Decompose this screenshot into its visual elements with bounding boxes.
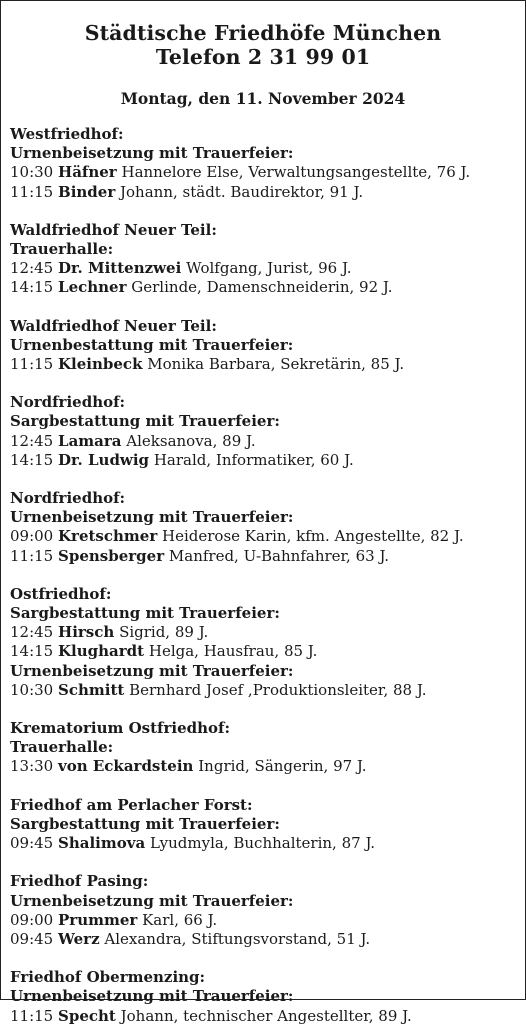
deceased-details: Karl, 66 J. [142,910,218,929]
entry-time: 11:15 [10,182,54,201]
deceased-details: Gerlinde, Damenschneiderin, 92 J. [131,278,393,297]
notice-phone: Telefon 2 31 99 01 [155,45,371,69]
cemetery-name: Friedhof am Perlacher Forst: [10,795,253,814]
funeral-entry [10,451,519,470]
cemetery-section [10,796,519,854]
entry-time: 14:15 [10,278,54,297]
funeral-schedule [1,125,525,1026]
funeral-entry [10,834,519,853]
funeral-entry [10,757,519,776]
cemetery-name: Ostfriedhof: [10,584,112,603]
notice-header [1,1,525,69]
deceased-details: Lyudmyla, Buchhalterin, 87 J. [149,834,376,853]
ceremony-type: Trauerhalle: [10,240,114,259]
cemetery-section [10,585,519,700]
deceased-details: Sigrid, 89 J. [119,623,209,642]
funeral-entry [10,547,519,566]
cemetery-section [10,968,519,1026]
entry-time: 12:45 [10,431,54,450]
deceased-details: Johann, städt. Baudirektor, 91 J. [120,182,364,201]
funeral-entry [10,681,519,700]
deceased-surname: Lechner [58,278,127,297]
ceremony-type: Trauerhalle: [10,738,114,757]
cemetery-section [10,489,519,566]
entry-time: 11:15 [10,355,54,374]
entry-time: 09:45 [10,929,54,948]
cemetery-section [10,125,519,202]
deceased-surname: Spensberger [58,546,165,565]
cemetery-section [10,221,519,298]
ceremony-type: Urnenbeisetzung mit Trauerfeier: [10,661,294,680]
deceased-details: Alexandra, Stiftungsvorstand, 51 J. [104,929,371,948]
entry-time: 10:30 [10,680,54,699]
deceased-details: Wolfgang, Jurist, 96 J. [186,259,352,278]
funeral-entry [10,930,519,949]
deceased-surname: Dr. Mittenzwei [58,259,182,278]
cemetery-name: Waldfriedhof Neuer Teil: [10,316,217,335]
funeral-entry [10,642,519,661]
deceased-surname: Prummer [58,910,138,929]
deceased-surname: Klughardt [58,642,145,661]
cemetery-name: Westfriedhof: [10,125,124,143]
funeral-entry [10,623,519,642]
entry-time: 12:45 [10,623,54,642]
ceremony-type: Urnenbeisetzung mit Trauerfeier: [10,987,294,1006]
cemetery-name: Nordfriedhof: [10,489,126,508]
deceased-details: Aleksanova, 89 J. [126,431,256,450]
cemetery-section [10,393,519,470]
ceremony-type: Sargbestattung mit Trauerfeier: [10,814,280,833]
deceased-details: Hannelore Else, Verwaltungsangestellte, 76 J. [121,163,471,182]
deceased-details: Monika Barbara, Sekretärin, 85 J. [147,355,405,374]
cemetery-name: Friedhof Pasing: [10,872,149,891]
entry-time: 09:00 [10,527,54,546]
entry-time: 11:15 [10,546,54,565]
funeral-entry [10,355,519,374]
deceased-surname: von Eckardstein [58,757,194,776]
deceased-details: Bernhard Josef ,Produktionsleiter, 88 J. [129,680,427,699]
funeral-entry [10,432,519,451]
deceased-surname: Dr. Ludwig [58,450,150,469]
funeral-entry [10,259,519,278]
cemetery-section [10,872,519,949]
entry-time: 13:30 [10,757,54,776]
deceased-surname: Häfner [58,163,117,182]
cemetery-name: Waldfriedhof Neuer Teil: [10,220,217,239]
cemetery-name: Friedhof Obermenzing: [10,968,206,987]
entry-time: 11:15 [10,1006,54,1025]
deceased-surname: Hirsch [58,623,115,642]
funeral-entry [10,527,519,546]
notice-title: Städtische Friedhöfe München [84,21,442,45]
cemetery-section [10,719,519,777]
deceased-surname: Schmitt [58,680,125,699]
funeral-entry [10,183,519,202]
funeral-entry [10,911,519,930]
deceased-surname: Kleinbeck [58,355,143,374]
deceased-surname: Kretschmer [58,527,158,546]
entry-time: 14:15 [10,642,54,661]
deceased-surname: Binder [58,182,116,201]
cemetery-name: Krematorium Ostfriedhof: [10,719,231,738]
funeral-entry [10,163,519,182]
ceremony-type: Sargbestattung mit Trauerfeier: [10,412,280,431]
funeral-entry [10,1007,519,1026]
deceased-details: Johann, technischer Angestellter, 89 J. [120,1006,412,1025]
deceased-surname: Specht [58,1006,116,1025]
entry-time: 09:45 [10,834,54,853]
ceremony-type: Urnenbestattung mit Trauerfeier: [10,335,294,354]
ceremony-type: Urnenbeisetzung mit Trauerfeier: [10,508,294,527]
entry-time: 10:30 [10,163,54,182]
cemetery-name: Nordfriedhof: [10,393,126,412]
funeral-entry [10,278,519,297]
deceased-details: Manfred, U-Bahnfahrer, 63 J. [168,546,390,565]
cemetery-section [10,317,519,375]
deceased-details: Heiderose Karin, kfm. Angestellte, 82 J. [162,527,464,546]
deceased-surname: Lamara [58,431,122,450]
deceased-details: Helga, Hausfrau, 85 J. [148,642,318,661]
ceremony-type: Urnenbeisetzung mit Trauerfeier: [10,144,294,163]
deceased-surname: Shalimova [58,834,146,853]
ceremony-type: Sargbestattung mit Trauerfeier: [10,604,280,623]
entry-time: 09:00 [10,910,54,929]
notice-date: Montag, den 11. November 2024 [120,89,406,108]
deceased-surname: Werz [58,929,100,948]
entry-time: 14:15 [10,450,54,469]
ceremony-type: Urnenbeisetzung mit Trauerfeier: [10,891,294,910]
entry-time: 12:45 [10,259,54,278]
deceased-details: Harald, Informatiker, 60 J. [153,450,354,469]
deceased-details: Ingrid, Sängerin, 97 J. [198,757,367,776]
